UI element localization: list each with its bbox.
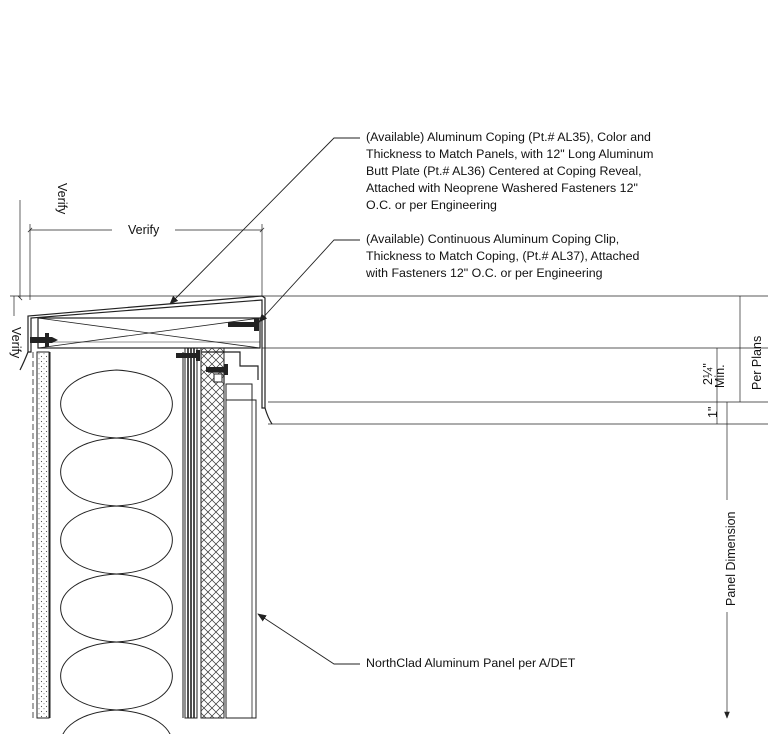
insulation-loop	[61, 370, 173, 438]
insulation-loop	[61, 710, 173, 734]
callout-coping-line: Butt Plate (Pt.# AL36) Centered at Coping Reveal,	[366, 164, 642, 178]
insulation-loop	[61, 574, 173, 642]
aluminum-panel	[226, 384, 256, 718]
callout-clip-line: (Available) Continuous Aluminum Coping Clip,	[366, 232, 620, 246]
batt-insulation	[50, 352, 183, 734]
dim-verify-left: Verify	[55, 183, 69, 215]
callout-coping-line: Thickness to Match Panels, with 12" Long Aluminum	[366, 147, 654, 161]
dim-verify-top: Verify	[128, 223, 160, 237]
metal-stud	[185, 348, 197, 718]
callout-clip-line: Thickness to Match Coping, (Pt.# AL37), Attached	[366, 249, 640, 263]
insulation-loop	[61, 438, 173, 506]
dim-per-plans: Per Plans	[750, 335, 764, 390]
dim-panel-dimension: Panel Dimension	[724, 511, 738, 606]
callout-clip-line: with Fasteners 12" O.C. or per Engineering	[366, 266, 603, 280]
callout-coping	[366, 129, 653, 214]
rigid-insulation	[201, 348, 224, 718]
callout-panel	[366, 655, 575, 672]
insulation-loop	[61, 642, 173, 710]
dim-verify-small: Verify	[9, 327, 23, 359]
exterior-sheathing	[33, 352, 49, 718]
callout-coping-line: (Available) Aluminum Coping (Pt.# AL35), Color and	[366, 130, 651, 144]
callout-panel-text: NorthClad Aluminum Panel per A/DET	[366, 656, 576, 670]
callout-clip	[366, 231, 639, 282]
callout-coping-line: O.C. or per Engineering	[366, 198, 497, 212]
dim-min-reveal: 2¼"	[701, 363, 715, 385]
wood-blocking	[38, 318, 260, 348]
insulation-loop	[61, 506, 173, 574]
dim-one-inch: 1"	[706, 406, 720, 418]
dim-min-label: Min.	[713, 364, 727, 388]
callout-coping-line: Attached with Neoprene Washered Fasteners 12"	[366, 181, 638, 195]
